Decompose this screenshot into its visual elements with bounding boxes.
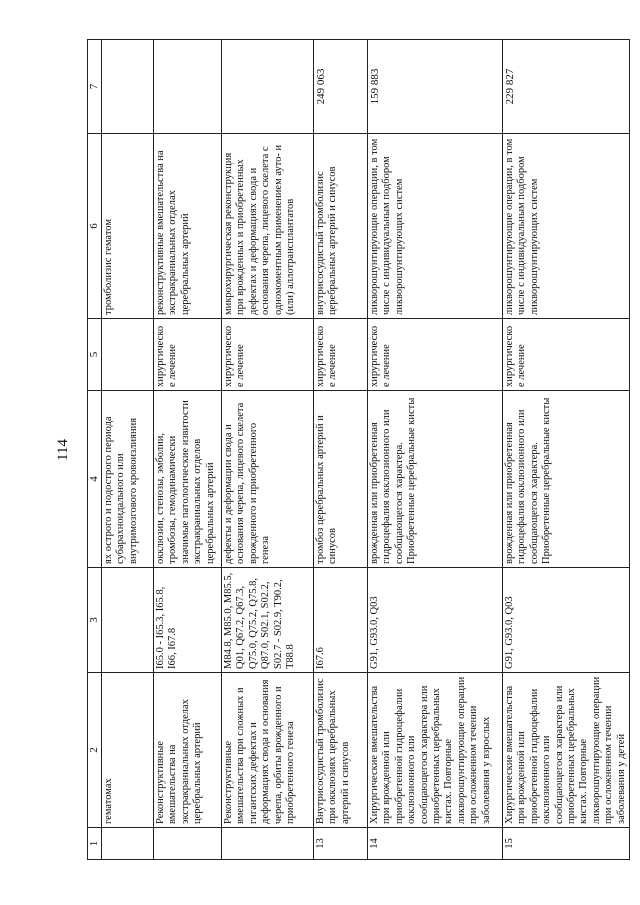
care-type: хирургическое лечение: [154, 319, 222, 391]
service-name: Реконструктивные вмешательства на экстракраниальных отделах церебральных артерий: [154, 673, 222, 828]
column-number: 3: [88, 568, 102, 673]
diagnosis-codes: I65.0 - I65.3, I65.8, I66, I67.8: [154, 568, 222, 673]
patient-model: врожденная или приобретенная гидроцефалия окклюзионного или сообщающегося характера. Приобретенные церебральные кисты: [368, 391, 503, 568]
treatment-method: ликворошунтирующие операции, в том числе с индивидуальным подбором ликворошунтирующих систем: [503, 134, 630, 319]
row-number: 13: [314, 828, 368, 860]
diagnosis-codes: G91, G93.0, Q03: [368, 568, 503, 673]
column-number: 4: [88, 391, 102, 568]
table-row: [314, 40, 368, 860]
treatment-method: ликворошунтирующие операции, в том числе с индивидуальным подбором ликворошунтирующих систем: [368, 134, 503, 319]
service-name: Хирургические вмешательства при врожденной или приобретенной гидроцефалии окклюзионного или сообщающегося характера или приобретенных церебральных кистах. Повторные ликворошунтирующие операции при осложненном течении заболевания у взрослых: [368, 673, 503, 828]
table-row: [368, 40, 503, 860]
row-number: [102, 828, 154, 860]
column-number: 1: [88, 828, 102, 860]
service-name: Хирургические вмешательства при врожденной или приобретенной гидроцефалии окклюзионного или сообщающегося характера или приобретенных церебральных кистах. Повторные ликворошунтирующие операции при осложненном течении заболевания у детей: [503, 673, 630, 828]
service-price: [102, 40, 154, 134]
service-price: 159 883: [368, 40, 503, 134]
column-number: 6: [88, 134, 102, 319]
patient-model: тромбоз церебральных артерий и синусов: [314, 391, 368, 568]
care-type: хирургическое лечение: [222, 319, 314, 391]
row-number: [222, 828, 314, 860]
row-number: 15: [503, 828, 630, 860]
service-price: 249 063: [314, 40, 368, 134]
row-number: [154, 828, 222, 860]
care-type: хирургическое лечение: [314, 319, 368, 391]
service-name: Реконструктивные вмешательства при сложных и гигантских дефектах и деформациях свода и основания черепа, орбиты врожденного и приобретенного генеза: [222, 673, 314, 828]
patient-model: окклюзии, стенозы, эмболии, тромбозы, гемодинамически значимые патологические извитости экстракраниальных отделов церебральных артерий: [154, 391, 222, 568]
patient-model: ях острого и подострого периода субарахноидального или внутримозгового кровоизлияния: [102, 391, 154, 568]
treatment-method: тромболизис гематом: [102, 134, 154, 319]
care-type: хирургическое лечение: [503, 319, 630, 391]
diagnosis-codes: M84.8, M85.0, M85.5, Q01, Q67.2, Q67.3, Q75.0, Q75.2, Q75.8, Q87.0, S02.1, S02.2, S02.7 - S02.9, T90.2, T88.8: [222, 568, 314, 673]
care-type: хирургическое лечение: [368, 319, 503, 391]
table-row: [503, 40, 630, 860]
column-number: 2: [88, 673, 102, 828]
diagnosis-codes: I67.6: [314, 568, 368, 673]
service-price: [222, 40, 314, 134]
patient-model: дефекты и деформации свода и основания черепа, лицевого скелета врожденного и приобретенного генеза: [222, 391, 314, 568]
diagnosis-codes: [102, 568, 154, 673]
column-number: 5: [88, 319, 102, 391]
diagnosis-codes: G91, G93.0, Q03: [503, 568, 630, 673]
service-name: гематомах: [102, 673, 154, 828]
care-type: [102, 319, 154, 391]
service-price: 229 827: [503, 40, 630, 134]
patient-model: врожденная или приобретенная гидроцефалия окклюзионного или сообщающегося характера. Приобретенные церебральные кисты: [503, 391, 630, 568]
medical-services-table: [87, 39, 630, 860]
treatment-method: микрохирургическая реконструкция при врожденных и приобретенных дефектах и деформациях свода и основания черепа, лицевого скелета с одномоментным применением ауто- и (или) аллотрансплантатов: [222, 134, 314, 319]
treatment-method: реконструктивные вмешательства на экстракраниальных отделах церебральных артерий: [154, 134, 222, 319]
table-row: [222, 40, 314, 860]
treatment-method: внутрисосудистый тромболизис церебральных артерий и синусов: [314, 134, 368, 319]
column-number: 7: [88, 40, 102, 134]
service-name: Внутрисосудистый тромболизис при окклюзиях церебральных артерий и синусов: [314, 673, 368, 828]
column-number-row: [88, 40, 102, 860]
table-row: [154, 40, 222, 860]
page-number: 114: [55, 439, 71, 461]
table-row: [102, 40, 154, 860]
row-number: 14: [368, 828, 503, 860]
service-price: [154, 40, 222, 134]
rotated-page-content: [55, 40, 627, 860]
